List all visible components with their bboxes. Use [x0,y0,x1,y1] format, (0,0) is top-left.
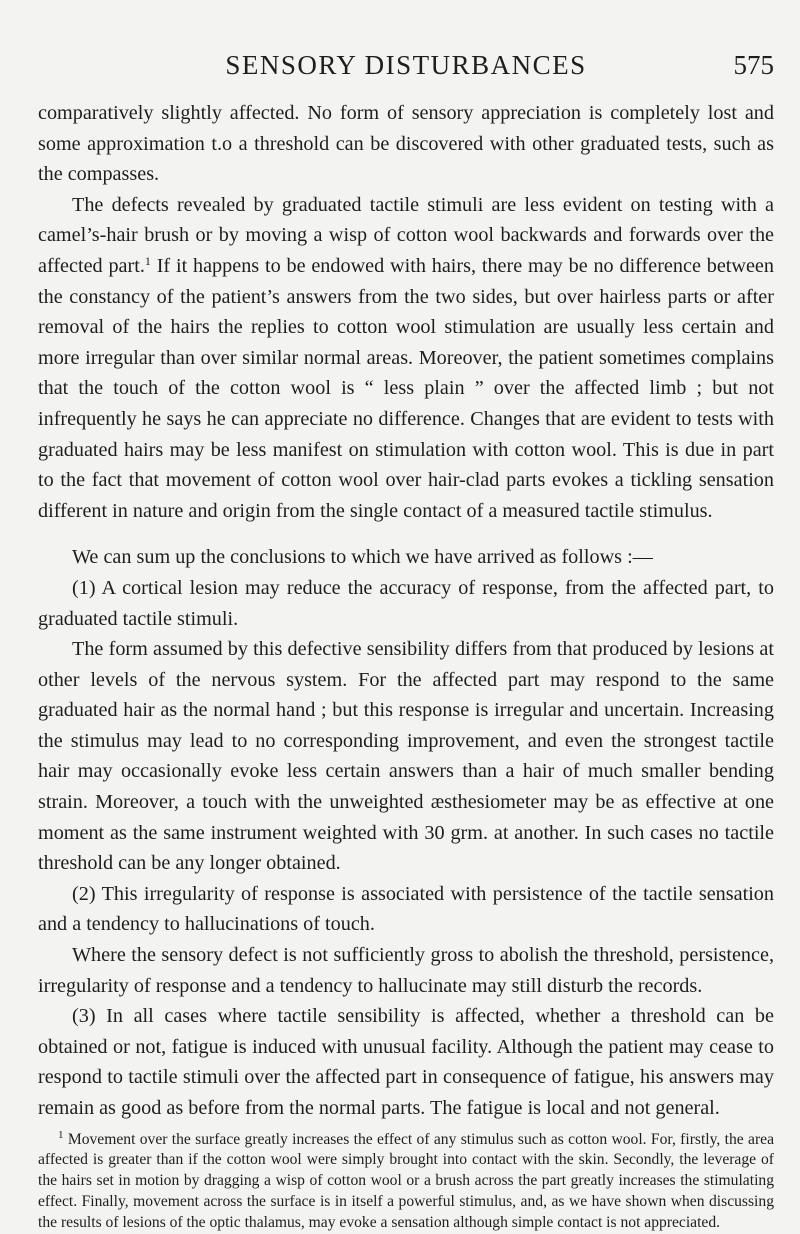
page-header [38,50,774,84]
paragraph [38,190,774,527]
running-head: SENSORY DISTURBANCES [225,50,587,80]
paragraph: Where the sensory defect is not sufficiently gross to abolish the threshold, persistence, irregularity of response and a tendency to hallucinate may still disturb the records. [38,944,774,997]
footnote [38,1130,774,1234]
body-text [38,98,774,1124]
footnote-reference: 1 [144,253,151,268]
paragraph: (2) This irregularity of response is associated with persistence of the tactile sensation and a tendency to hallucinations of touch. [38,882,774,936]
paragraph: We can sum up the conclusions to which we have arrived as follows :— [72,546,653,569]
paragraph-text: The defects revealed by graduated tactile stimuli are less evident on testing with a camel’s-hair brush or by moving a wisp of cotton wool backwards and forwards over the affected part. [38,193,774,277]
paragraph-text: If it happens to be endowed with hairs, there may be no difference between the constancy of the patient’s answers from the two sides, but over hairless parts or after removal of the hairs the replies to cotton wool stimulation are usually less certain and more irregular than over similar normal areas. Moreover, the patient sometimes complains that the touch of the cotton wool is “ less plain ” over the affected limb ; but not infrequently he says he can appreciate no difference. Changes that are evident to tests with graduated hairs may be less manifest on stimulation with cotton wool. This is due in part to the fact that movement of cotton wool over hair-clad parts evokes a tickling sensation different in nature and origin from the single contact of a measured tactile stimulus. [38,254,774,522]
footnote-text: Movement over the surface greatly increases the effect of any stimulus such as cotton wool. For, firstly, the area affected is greater than if the cotton wool were simply brought into contact with the skin. Secondly, the leverage of the hairs set in motion by dragging a wisp of cotton wool or a brush across the part greatly increases the stimulating effect. Finally, movement across the surface is in itself a powerful stimulus, and, as we have shown when discussing the results of lesions of the optic thalamus, may evoke a sensation although simple contact is not appreciated. [38,1130,774,1231]
page-number: 575 [733,50,774,80]
paragraph: The form assumed by this defective sensibility differs from that produced by lesions at other levels of the nervous system. For the affected part may respond to the same graduated hair as the normal hand ; but this response is irregular and uncertain. Increasing the stimulus may lead to no corresponding improvement, and even the strongest tactile hair may occasionally evoke less certain answers than a hair of much smaller bending strain. Moreover, a touch with the unweighted æsthesiometer may be as effective at one moment as the same instrument weighted with 30 grm. at another. In such cases no tactile threshold can be any longer obtained. [38,638,774,875]
footnote-marker: 1 [58,1128,64,1141]
paragraph: (1) A cortical lesion may reduce the accuracy of response, from the affected part, to graduated tactile stimuli. [38,576,774,630]
paragraph: comparatively slightly affected. No form of sensory appreciation is completely lost and some approximation t.o a threshold can be discovered with other graduated tests, such as the compasses. [38,102,774,186]
paragraph: (3) In all cases where tactile sensibility is affected, whether a threshold can be obtained or not, fatigue is induced with unusual facility. Although the patient may cease to respond to tactile stimuli over the affected part in consequence of fatigue, his answers may remain as good as before from the normal parts. The fatigue is local and not general. [38,1005,774,1119]
